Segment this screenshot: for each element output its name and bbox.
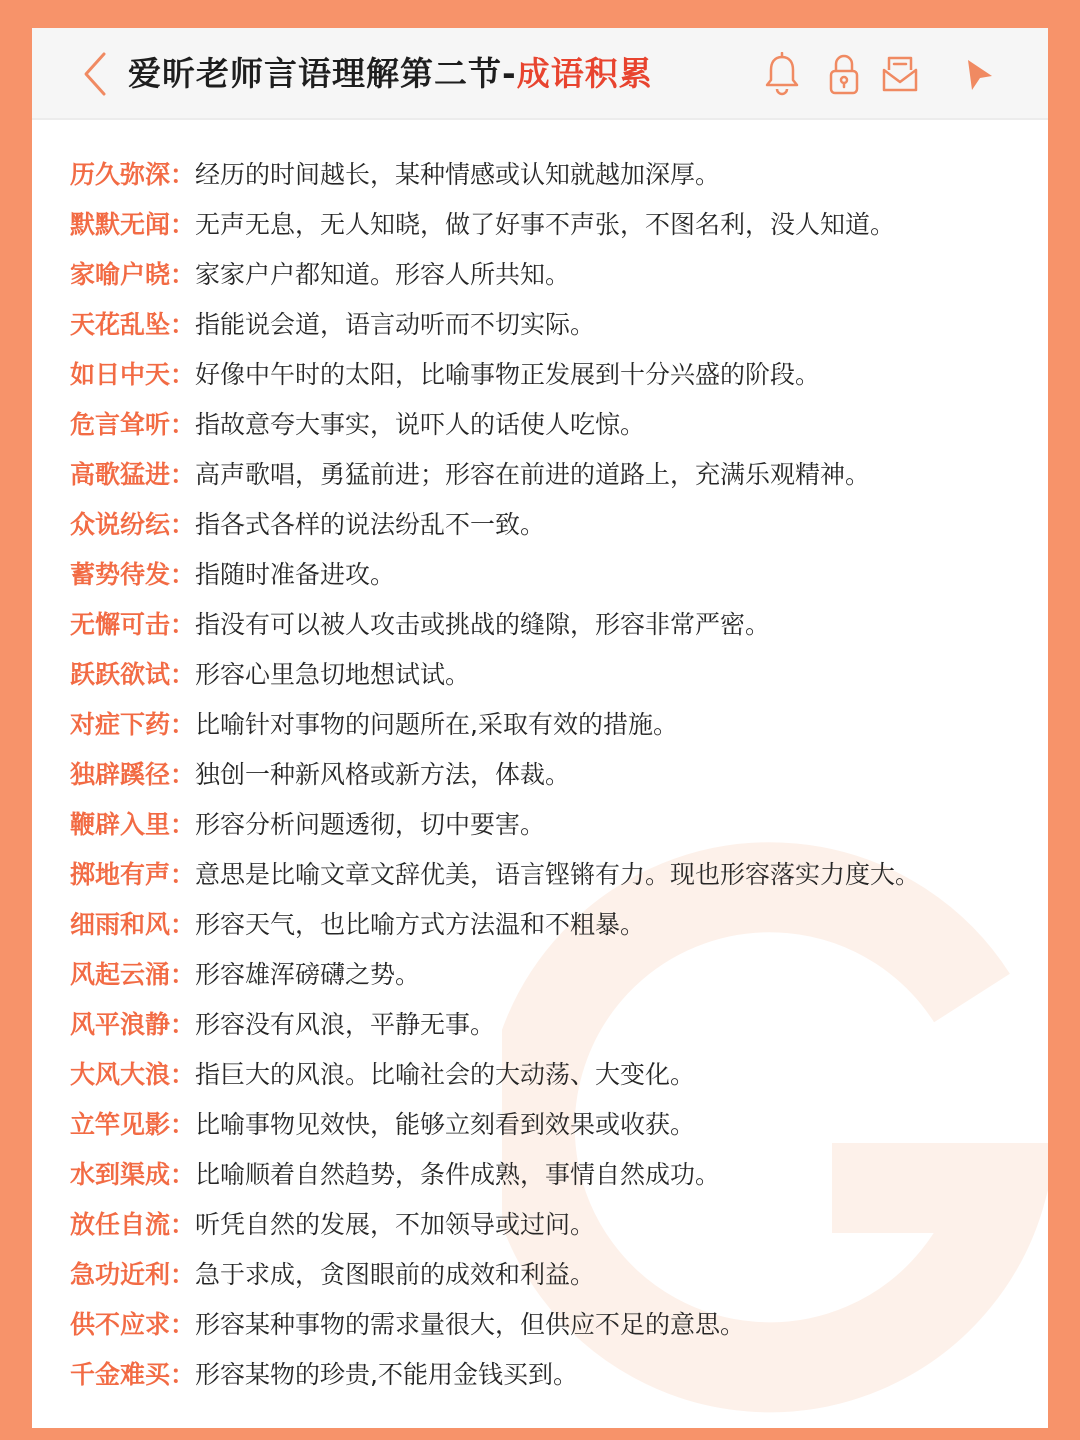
- term-colon: ：: [170, 560, 196, 589]
- idiom-definition: 比喻针对事物的问题所在,采取有效的措施。: [195, 710, 678, 739]
- term-colon: ：: [170, 760, 196, 789]
- idiom-term: 大风大浪: [70, 1060, 171, 1089]
- list-item: [70, 250, 1040, 300]
- list-item: [70, 1350, 1040, 1400]
- list-item: [70, 200, 1040, 250]
- idiom-term: 千金难买: [70, 1360, 171, 1389]
- term-colon: ：: [170, 1260, 196, 1289]
- list-item: [70, 1000, 1040, 1050]
- idiom-list: [70, 150, 1040, 1400]
- term-colon: ：: [170, 210, 196, 239]
- list-item: [70, 1050, 1040, 1100]
- term-colon: ：: [170, 410, 196, 439]
- idiom-definition: 经历的时间越长，某种情感或认知就越加深厚。: [195, 160, 721, 189]
- term-colon: ：: [170, 1210, 196, 1239]
- idiom-term: 鞭辟入里: [70, 810, 171, 839]
- list-item: [70, 350, 1040, 400]
- list-item: [70, 750, 1040, 800]
- idiom-definition: 指各式各样的说法纷乱不一致。: [195, 510, 546, 539]
- idiom-term: 供不应求: [70, 1310, 171, 1339]
- idiom-definition: 指故意夸大事实，说吓人的话使人吃惊。: [195, 410, 646, 439]
- list-item: [70, 700, 1040, 750]
- idiom-term: 风平浪静: [70, 1010, 171, 1039]
- idiom-term: 立竿见影: [70, 1110, 171, 1139]
- list-item: [70, 850, 1040, 900]
- title-highlight: 成语积累: [516, 54, 653, 93]
- list-item: [70, 1150, 1040, 1200]
- idiom-definition: 听凭自然的发展，不加领导或过问。: [195, 1210, 596, 1239]
- idiom-definition: 急于求成，贪图眼前的成效和利益。: [195, 1260, 596, 1289]
- idiom-definition: 比喻顺着自然趋势，条件成熟，事情自然成功。: [195, 1160, 721, 1189]
- idiom-term: 独辟蹊径: [70, 760, 171, 789]
- term-colon: ：: [170, 1310, 196, 1339]
- term-colon: ：: [170, 1110, 196, 1139]
- idiom-term: 危言耸听: [70, 410, 171, 439]
- idiom-term: 家喻户晓: [70, 260, 171, 289]
- idiom-definition: 好像中午时的太阳，比喻事物正发展到十分兴盛的阶段。: [195, 360, 821, 389]
- list-item: [70, 800, 1040, 850]
- term-colon: ：: [170, 1160, 196, 1189]
- term-colon: ：: [170, 1010, 196, 1039]
- idiom-term: 风起云涌: [70, 960, 171, 989]
- list-item: [70, 1100, 1040, 1150]
- idiom-definition: 指没有可以被人攻击或挑战的缝隙，形容非常严密。: [195, 610, 771, 639]
- cursor-icon[interactable]: [960, 52, 1000, 96]
- list-item: [70, 400, 1040, 450]
- term-colon: ：: [170, 860, 196, 889]
- term-colon: ：: [170, 810, 196, 839]
- chevron-left-icon[interactable]: [80, 50, 110, 98]
- idiom-term: 默默无闻: [70, 210, 171, 239]
- term-colon: ：: [170, 510, 196, 539]
- idiom-definition: 形容天气，也比喻方式方法温和不粗暴。: [195, 910, 646, 939]
- lock-icon[interactable]: [824, 52, 864, 96]
- list-item: [70, 650, 1040, 700]
- list-item: [70, 600, 1040, 650]
- note-card: [32, 28, 1048, 1428]
- idiom-definition: 形容某物的珍贵,不能用金钱买到。: [195, 1360, 578, 1389]
- term-colon: ：: [170, 310, 196, 339]
- idiom-definition: 家家户户都知道。形容人所共知。: [195, 260, 571, 289]
- list-item: [70, 300, 1040, 350]
- term-colon: ：: [170, 160, 196, 189]
- term-colon: ：: [170, 260, 196, 289]
- page-title: [128, 50, 653, 98]
- idiom-definition: 形容某种事物的需求量很大，但供应不足的意思。: [195, 1310, 746, 1339]
- bell-icon[interactable]: [762, 52, 802, 96]
- mail-icon[interactable]: [880, 52, 920, 96]
- term-colon: ：: [170, 1060, 196, 1089]
- term-colon: ：: [170, 360, 196, 389]
- list-item: [70, 900, 1040, 950]
- idiom-term: 蓄势待发: [70, 560, 171, 589]
- idiom-term: 如日中天: [70, 360, 171, 389]
- idiom-term: 急功近利: [70, 1260, 171, 1289]
- idiom-term: 跃跃欲试: [70, 660, 171, 689]
- idiom-definition: 指能说会道，语言动听而不切实际。: [195, 310, 596, 339]
- idiom-definition: 高声歌唱，勇猛前进；形容在前进的道路上，充满乐观精神。: [195, 460, 871, 489]
- idiom-definition: 形容雄浑磅礴之势。: [195, 960, 421, 989]
- list-item: [70, 450, 1040, 500]
- idiom-term: 无懈可击: [70, 610, 171, 639]
- term-colon: ：: [170, 610, 196, 639]
- idiom-term: 细雨和风: [70, 910, 171, 939]
- idiom-definition: 形容没有风浪，平静无事。: [195, 1010, 496, 1039]
- idiom-term: 放任自流: [70, 1210, 171, 1239]
- list-item: [70, 1200, 1040, 1250]
- idiom-definition: 指巨大的风浪。比喻社会的大动荡、大变化。: [195, 1060, 696, 1089]
- idiom-term: 水到渠成: [70, 1160, 171, 1189]
- idiom-term: 天花乱坠: [70, 310, 171, 339]
- idiom-definition: 形容分析问题透彻，切中要害。: [195, 810, 546, 839]
- title-main: 爱昕老师言语理解第二节-: [128, 54, 517, 93]
- list-item: [70, 550, 1040, 600]
- list-item: [70, 1250, 1040, 1300]
- idiom-term: 掷地有声: [70, 860, 171, 889]
- list-item: [70, 150, 1040, 200]
- idiom-definition: 指随时准备进攻。: [195, 560, 396, 589]
- idiom-definition: 无声无息，无人知晓，做了好事不声张，不图名利，没人知道。: [195, 210, 896, 239]
- idiom-definition: 形容心里急切地想试试。: [195, 660, 471, 689]
- idiom-term: 众说纷纭: [70, 510, 171, 539]
- list-item: [70, 950, 1040, 1000]
- term-colon: ：: [170, 710, 196, 739]
- term-colon: ：: [170, 660, 196, 689]
- idiom-definition: 比喻事物见效快，能够立刻看到效果或收获。: [195, 1110, 696, 1139]
- app-header: [32, 28, 1048, 120]
- idiom-definition: 独创一种新风格或新方法，体裁。: [195, 760, 571, 789]
- idiom-term: 对症下药: [70, 710, 171, 739]
- term-colon: ：: [170, 460, 196, 489]
- list-item: [70, 1300, 1040, 1350]
- list-item: [70, 500, 1040, 550]
- term-colon: ：: [170, 910, 196, 939]
- term-colon: ：: [170, 1360, 196, 1389]
- idiom-term: 历久弥深: [70, 160, 171, 189]
- idiom-definition: 意思是比喻文章文辞优美，语言铿锵有力。现也形容落实力度大。: [195, 860, 921, 889]
- term-colon: ：: [170, 960, 196, 989]
- idiom-term: 高歌猛进: [70, 460, 171, 489]
